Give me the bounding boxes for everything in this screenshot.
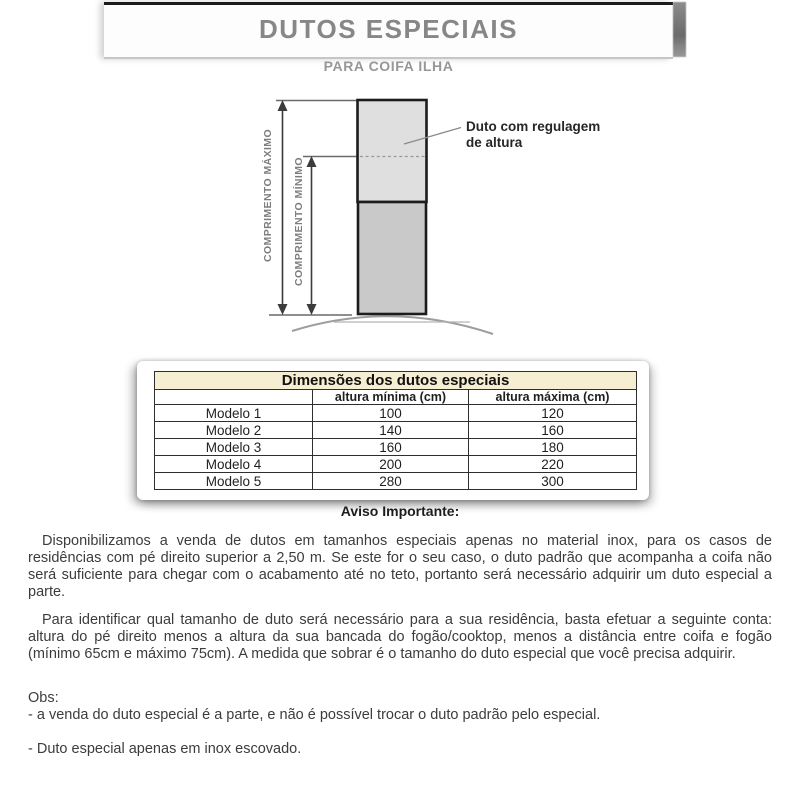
max-cell: 220 [469,456,637,473]
notice-paragraph-2: Para identificar qual tamanho de duto será necessário para a sua residência, basta efetuar a seguinte conta: altura do pé direito menos a altura da sua bancada do fogão/cooktop, menos a distância entre coifa e fogão (mínimo 65cm e máximo 75cm). A medida que sobrar é o tamanho do duto especial que você precisa adquirir. [28,612,772,662]
page-subtitle: PARA COIFA ILHA [323,58,454,74]
notice-paragraph-1: Disponibilizamos a venda de dutos em tamanhos especiais apenas no material inox, para os casos de residências com pé direito superior a 2,50 m. Se este for o seu caso, o duto padrão que acompanha a coifa não será suficiente para chegar com o acabamento até no teto, portanto será necessário adquirir um duto especial a parte. [28,533,772,600]
table-title: Dimensões dos dutos especiais [155,372,637,390]
duct-lower-section [358,202,426,314]
table-row [155,439,637,456]
model-cell: Modelo 2 [155,422,313,439]
obs-heading: Obs: [28,690,59,706]
max-arrowhead-bottom [278,304,288,315]
model-cell: Modelo 4 [155,456,313,473]
min-cell: 280 [313,473,469,490]
max-cell: 160 [469,422,637,439]
table-row [155,422,637,439]
min-cell: 140 [313,422,469,439]
hood-arc [292,316,493,334]
model-cell: Modelo 5 [155,473,313,490]
duct-callout-line2: de altura [466,135,523,150]
max-length-label: COMPRIMENTO MÁXIMO [262,128,274,262]
min-cell: 100 [313,405,469,422]
dimensions-table [154,371,637,490]
model-cell: Modelo 3 [155,439,313,456]
table-title-row [155,372,637,390]
table-row [155,456,637,473]
header-altura-minima: altura mínima (cm) [313,390,469,405]
duct-callout-line1: Duto com regulagem [466,119,601,134]
page-title: DUTOS ESPECIAIS [259,14,518,44]
table-panel [137,361,649,500]
model-cell: Modelo 1 [155,405,313,422]
header-altura-maxima: altura máxima (cm) [469,390,637,405]
max-cell: 120 [469,405,637,422]
obs-item-2: - Duto especial apenas em inox escovado. [28,741,302,757]
title-banner [104,2,673,59]
min-cell: 200 [313,456,469,473]
duct-diagram [250,88,650,350]
notice-heading: Aviso Importante: [340,503,460,519]
table-row [155,473,637,490]
min-cell: 160 [313,439,469,456]
table-row [155,405,637,422]
min-arrowhead-top [307,156,317,167]
banner-right-shadow [673,2,686,57]
obs-item-1: - a venda do duto especial é a parte, e não é possível trocar o duto padrão pelo especial. [28,707,601,723]
min-length-label: COMPRIMENTO MÍNIMO [293,157,305,286]
duct-upper-section [358,100,427,202]
table-header-row [155,390,637,405]
header-empty [155,390,313,405]
notice-section [28,503,772,758]
min-arrowhead-bottom [307,304,317,315]
max-cell: 300 [469,473,637,490]
max-cell: 180 [469,439,637,456]
max-arrowhead-top [278,100,288,111]
